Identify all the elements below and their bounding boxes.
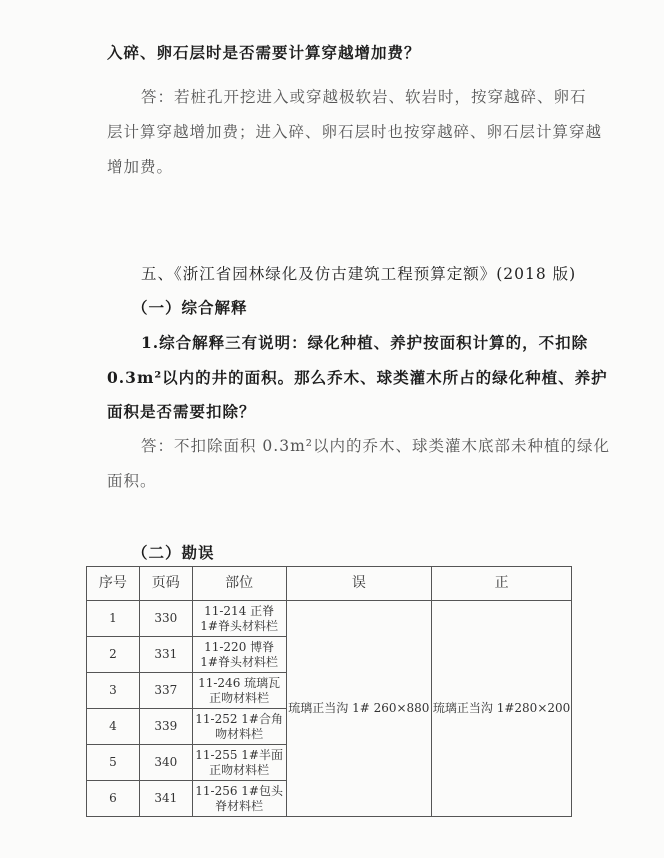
answer-line-2: 层计算穿越增加费；进入碎、卵石层时也按穿越碎、卵石层计算穿越 <box>107 123 603 141</box>
cell-page: 337 <box>139 673 192 709</box>
answer-1-line-2: 面积。 <box>107 472 157 490</box>
cell-location-line-2: 吻材料栏 <box>215 726 264 741</box>
cell-location <box>192 637 286 673</box>
cell-page: 330 <box>139 601 192 637</box>
cell-location <box>192 709 286 745</box>
cell-serial: 6 <box>87 781 140 817</box>
cell-page: 340 <box>139 745 192 781</box>
header-correct: 正 <box>432 567 572 601</box>
errata-table <box>86 566 572 817</box>
cell-correct: 琉璃正当沟 1#280×200 <box>432 601 572 817</box>
cell-location-line-1: 11-255 1#半面 <box>195 747 283 762</box>
cell-location-line-1: 11-214 正脊 <box>204 603 275 618</box>
cell-page: 339 <box>139 709 192 745</box>
cell-serial: 4 <box>87 709 140 745</box>
subsection-heading-1: （一）综合解释 <box>132 298 248 317</box>
cell-serial: 2 <box>87 637 140 673</box>
question-1-line-2: 0.3m²以内的井的面积。那么乔木、球类灌木所占的绿化种植、养护 <box>107 368 608 387</box>
answer-1-line-1: 答：不扣除面积 0.3m²以内的乔木、球类灌木底部未种植的绿化 <box>141 437 610 455</box>
cell-serial: 3 <box>87 673 140 709</box>
cell-serial: 5 <box>87 745 140 781</box>
cell-location <box>192 781 286 817</box>
question-1-line-1: 1.综合解释三有说明：绿化种植、养护按面积计算的，不扣除 <box>141 333 589 352</box>
question-continuation: 入碎、卵石层时是否需要计算穿越增加费？ <box>107 43 421 62</box>
cell-location-line-2: 脊材料栏 <box>215 798 264 813</box>
header-wrong: 误 <box>286 567 432 601</box>
answer-line-3: 增加费。 <box>107 158 174 176</box>
cell-location <box>192 601 286 637</box>
cell-page: 331 <box>139 637 192 673</box>
question-1-line-3: 面积是否需要扣除？ <box>107 402 256 421</box>
cell-wrong: 琉璃正当沟 1# 260×880 <box>286 601 432 817</box>
table-row <box>87 601 572 637</box>
cell-location <box>192 673 286 709</box>
cell-location-line-2: 正吻材料栏 <box>209 690 270 705</box>
cell-location-line-1: 11-246 琉璃瓦 <box>198 675 281 690</box>
cell-location-line-2: 1#脊头材料栏 <box>200 618 278 633</box>
table-header-row <box>87 567 572 601</box>
header-page: 页码 <box>139 567 192 601</box>
cell-location <box>192 745 286 781</box>
header-location: 部位 <box>192 567 286 601</box>
answer-line-1: 答：若桩孔开挖进入或穿越极软岩、软岩时，按穿越碎、卵石 <box>141 88 587 106</box>
cell-location-line-2: 正吻材料栏 <box>209 762 270 777</box>
subsection-heading-2: （二）勘误 <box>132 543 215 562</box>
cell-page: 341 <box>139 781 192 817</box>
cell-location-line-2: 1#脊头材料栏 <box>200 654 278 669</box>
cell-location-line-1: 11-256 1#包头 <box>195 783 283 798</box>
cell-serial: 1 <box>87 601 140 637</box>
cell-location-line-1: 11-252 1#合角 <box>195 711 283 726</box>
section-heading-5: 五、《浙江省园林绿化及仿古建筑工程预算定额》(2018 版) <box>141 265 577 283</box>
cell-location-line-1: 11-220 博脊 <box>204 639 275 654</box>
header-serial: 序号 <box>87 567 140 601</box>
